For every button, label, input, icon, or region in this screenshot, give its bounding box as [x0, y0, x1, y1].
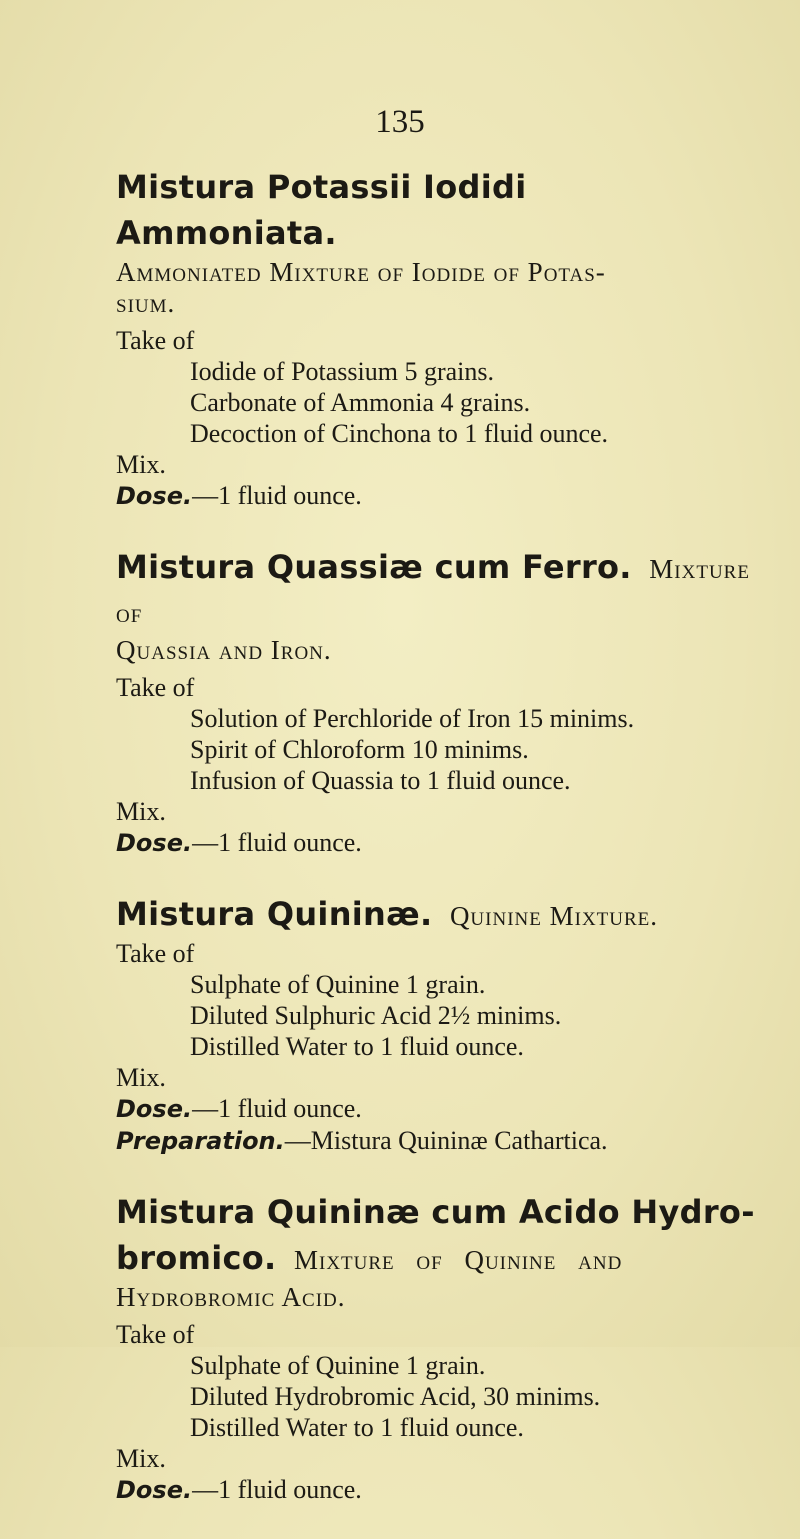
english-name-cont: [116, 1282, 756, 1313]
dose-line: [116, 1093, 756, 1125]
ingredient: Solution of Perchloride of Iron 15 minims.: [190, 704, 635, 733]
entry-potassii-iodidi: [116, 165, 756, 512]
ingredient: Distilled Water to 1 fluid ounce.: [190, 1032, 524, 1061]
entry-heading: [116, 165, 756, 257]
english-name-cont: [116, 635, 756, 666]
entry-quassiae-cum-ferro: [116, 545, 756, 859]
latin-name-line-1: Mistura Quininæ cum Acido Hydro-: [116, 1193, 755, 1231]
entry-heading: [116, 892, 756, 938]
latin-name: Mistura Quininæ.: [116, 895, 433, 933]
take-of: Take of: [116, 939, 195, 968]
latin-name: Mistura Quassiæ cum Ferro.: [116, 548, 632, 586]
dose-value: —1 fluid ounce.: [192, 828, 362, 857]
mix-instruction: Mix.: [116, 1063, 166, 1092]
dose-line: [116, 480, 756, 512]
english-name-line-1: Mixture of: [116, 554, 750, 628]
dose-label: Dose.: [116, 482, 193, 510]
ingredient: Carbonate of Ammonia 4 grains.: [190, 388, 531, 417]
dose-label: Dose.: [116, 1476, 193, 1504]
preparation-label: Preparation.: [116, 1127, 285, 1155]
dose-label: Dose.: [116, 829, 193, 857]
dose-value: —1 fluid ounce.: [192, 1094, 362, 1123]
take-of: Take of: [116, 1320, 195, 1349]
ingredient: Spirit of Chloroform 10 minims.: [190, 735, 529, 764]
mix-instruction: Mix.: [116, 1444, 166, 1473]
ingredient: Infusion of Quassia to 1 fluid ounce.: [190, 766, 571, 795]
preparation-value: —Mistura Quininæ Cathartica.: [284, 1126, 608, 1155]
english-name-line-1: Ammoniated Mixture of Iodide of Potas-: [116, 257, 606, 287]
dose-value: —1 fluid ounce.: [192, 481, 362, 510]
english-name-line-2: Hydrobromic Acid.: [116, 1282, 346, 1312]
entry-quininae-hydrobromico: [116, 1190, 756, 1506]
ingredient: Sulphate of Quinine 1 grain.: [190, 1351, 486, 1380]
dose-line: [116, 1474, 756, 1506]
dose-line: [116, 827, 756, 859]
mix-instruction: Mix.: [116, 797, 166, 826]
page-content: [116, 165, 756, 1539]
ingredient: Iodide of Potassium 5 grains.: [190, 357, 495, 386]
mix-instruction: Mix.: [116, 450, 166, 479]
ingredient: Sulphate of Quinine 1 grain.: [190, 970, 486, 999]
take-of: Take of: [116, 673, 195, 702]
ingredient: Diluted Hydrobromic Acid, 30 minims.: [190, 1382, 601, 1411]
take-of: Take of: [116, 326, 195, 355]
english-name-line-1: Quinine Mixture.: [449, 901, 659, 931]
page-number: 135: [375, 104, 425, 140]
entry-heading: [116, 545, 756, 635]
latin-name-line-2: bromico.: [116, 1239, 277, 1277]
ingredient: Distilled Water to 1 fluid ounce.: [190, 1413, 524, 1442]
english-name-line-2: sium.: [116, 288, 176, 318]
entry-quininae: [116, 892, 756, 1157]
dose-value: —1 fluid ounce.: [192, 1475, 362, 1504]
english-name: [116, 257, 756, 288]
latin-name: Mistura Potassii Iodidi Ammoniata.: [116, 168, 527, 252]
english-name-cont: [116, 288, 756, 319]
ingredient: Diluted Sulphuric Acid 2½ minims.: [190, 1001, 562, 1030]
entry-heading-cont: [116, 1236, 756, 1282]
entry-heading: [116, 1190, 756, 1236]
english-name-line-1: Mixture of Quinine and: [294, 1245, 623, 1275]
ingredient: Decoction of Cinchona to 1 fluid ounce.: [190, 419, 609, 448]
dose-label: Dose.: [116, 1095, 193, 1123]
english-name-line-2: Quassia and Iron.: [116, 635, 332, 665]
preparation-line: [116, 1125, 756, 1157]
